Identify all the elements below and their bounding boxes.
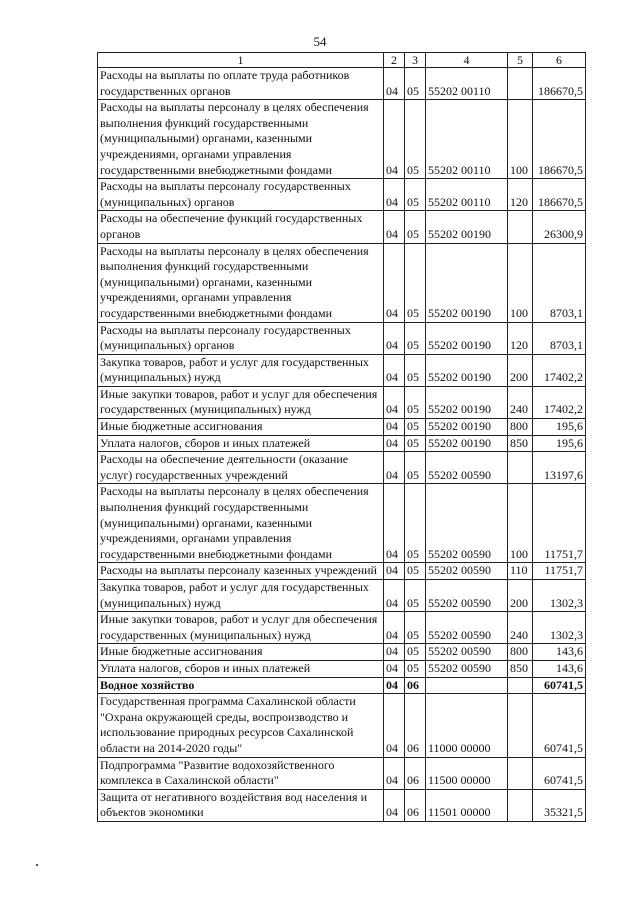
target-article-cell: 11500 00000 (426, 757, 508, 789)
section-code-cell: 04 (384, 580, 405, 612)
section-code-cell: 04 (384, 68, 405, 100)
column-header: 2 (384, 53, 405, 68)
target-article-cell: 55202 00590 (426, 452, 508, 484)
row-name-cell: Расходы на выплаты по оплате труда работников государственных органов (98, 68, 384, 100)
row-name-cell: Водное хозяйство (98, 677, 384, 694)
table-row (98, 452, 586, 484)
row-name-cell: Иные закупки товаров, работ и услуг для обеспечения государственных (муниципальных) нужд (98, 386, 384, 418)
expense-type-cell: 100 (508, 243, 533, 322)
expense-type-cell: 800 (508, 419, 533, 436)
table-row (98, 354, 586, 386)
subsection-code-cell: 05 (405, 243, 426, 322)
subsection-code-cell: 05 (405, 179, 426, 211)
table-row (98, 179, 586, 211)
expense-type-cell: 200 (508, 580, 533, 612)
row-name-cell: Государственная программа Сахалинской области "Охрана окружающей среды, воспроизводство и использование природных ресурсов Сахалинской области на 2014-2020 годы" (98, 694, 384, 757)
section-code-cell: 04 (384, 452, 405, 484)
amount-cell: 195,6 (533, 419, 586, 436)
table-row (98, 484, 586, 563)
row-name-cell: Иные бюджетные ассигнования (98, 644, 384, 661)
section-code-cell: 04 (384, 644, 405, 661)
expense-type-cell: 800 (508, 644, 533, 661)
subsection-code-cell: 05 (405, 580, 426, 612)
expense-type-cell (508, 68, 533, 100)
table-row (98, 580, 586, 612)
amount-cell: 8703,1 (533, 322, 586, 354)
subsection-code-cell: 06 (405, 694, 426, 757)
expense-type-cell: 200 (508, 354, 533, 386)
table-row (98, 211, 586, 243)
table-row (98, 660, 586, 677)
target-article-cell: 55202 00590 (426, 660, 508, 677)
subsection-code-cell: 05 (405, 386, 426, 418)
table-row (98, 612, 586, 644)
section-code-cell: 04 (384, 386, 405, 418)
target-article-cell: 55202 00190 (426, 211, 508, 243)
subsection-code-cell: 05 (405, 563, 426, 580)
amount-cell: 1302,3 (533, 580, 586, 612)
subsection-code-cell: 05 (405, 419, 426, 436)
amount-cell: 8703,1 (533, 243, 586, 322)
target-article-cell: 11501 00000 (426, 789, 508, 821)
section-code-cell: 04 (384, 677, 405, 694)
section-code-cell: 04 (384, 563, 405, 580)
row-name-cell: Закупка товаров, работ и услуг для государственных (муниципальных) нужд (98, 580, 384, 612)
amount-cell: 11751,7 (533, 563, 586, 580)
row-name-cell: Иные закупки товаров, работ и услуг для обеспечения государственных (муниципальных) нужд (98, 612, 384, 644)
table-row (98, 68, 586, 100)
section-code-cell: 04 (384, 243, 405, 322)
table-row (98, 243, 586, 322)
target-article-cell: 55202 00590 (426, 580, 508, 612)
section-code-cell: 04 (384, 789, 405, 821)
column-header: 1 (98, 53, 384, 68)
expense-type-cell: 120 (508, 322, 533, 354)
table-row (98, 386, 586, 418)
subsection-code-cell: 05 (405, 354, 426, 386)
subsection-code-cell: 06 (405, 757, 426, 789)
expense-type-cell (508, 452, 533, 484)
row-name-cell: Расходы на выплаты персоналу государственных (муниципальных) органов (98, 179, 384, 211)
row-name-cell: Расходы на выплаты персоналу в целях обеспечения выполнения функций государственными (муниципальными) органами, казенными учреждениями, органами управления государственными внебюджетными фондами (98, 484, 384, 563)
table-row (98, 789, 586, 821)
amount-cell: 186670,5 (533, 100, 586, 179)
section-code-cell: 04 (384, 660, 405, 677)
amount-cell: 195,6 (533, 435, 586, 452)
subsection-code-cell: 05 (405, 484, 426, 563)
table-row (98, 757, 586, 789)
expense-type-cell (508, 757, 533, 789)
table-row (98, 419, 586, 436)
section-code-cell: 04 (384, 100, 405, 179)
section-code-cell: 04 (384, 322, 405, 354)
target-article-cell: 55202 00590 (426, 612, 508, 644)
expense-type-cell (508, 211, 533, 243)
row-name-cell: Иные бюджетные ассигнования (98, 419, 384, 436)
expense-type-cell: 240 (508, 386, 533, 418)
table-row (98, 435, 586, 452)
scan-mark (36, 864, 38, 866)
amount-cell: 186670,5 (533, 179, 586, 211)
subsection-code-cell: 05 (405, 435, 426, 452)
row-name-cell: Расходы на обеспечение функций государственных органов (98, 211, 384, 243)
target-article-cell: 55202 00110 (426, 68, 508, 100)
section-code-cell: 04 (384, 179, 405, 211)
section-code-cell: 04 (384, 354, 405, 386)
column-header: 5 (508, 53, 533, 68)
row-name-cell: Расходы на выплаты персоналу в целях обеспечения выполнения функций государственными (муниципальными) органами, казенными учреждениями, органами управления государственными внебюджетными фондами (98, 243, 384, 322)
expense-type-cell (508, 677, 533, 694)
row-name-cell: Закупка товаров, работ и услуг для государственных (муниципальных) нужд (98, 354, 384, 386)
column-header: 6 (533, 53, 586, 68)
subsection-code-cell: 05 (405, 660, 426, 677)
row-name-cell: Защита от негативного воздействия вод населения и объектов экономики (98, 789, 384, 821)
target-article-cell: 11000 00000 (426, 694, 508, 757)
target-article-cell: 55202 00110 (426, 100, 508, 179)
amount-cell: 1302,3 (533, 612, 586, 644)
target-article-cell: 55202 00190 (426, 243, 508, 322)
budget-table (97, 52, 586, 822)
row-name-cell: Расходы на выплаты персоналу в целях обеспечения выполнения функций государственными (муниципальными) органами, казенными учреждениями, органами управления государственными внебюджетными фондами (98, 100, 384, 179)
section-code-cell: 04 (384, 612, 405, 644)
target-article-cell: 55202 00110 (426, 179, 508, 211)
section-code-cell: 04 (384, 694, 405, 757)
row-name-cell: Расходы на выплаты персоналу казенных учреждений (98, 563, 384, 580)
subsection-code-cell: 05 (405, 612, 426, 644)
column-header: 4 (426, 53, 508, 68)
table-row (98, 694, 586, 757)
expense-type-cell: 240 (508, 612, 533, 644)
target-article-cell: 55202 00590 (426, 563, 508, 580)
subsection-code-cell: 05 (405, 452, 426, 484)
target-article-cell: 55202 00190 (426, 435, 508, 452)
amount-cell: 143,6 (533, 660, 586, 677)
row-name-cell: Подпрограмма "Развитие водохозяйственного комплекса в Сахалинской области" (98, 757, 384, 789)
amount-cell: 17402,2 (533, 386, 586, 418)
expense-type-cell: 110 (508, 563, 533, 580)
amount-cell: 17402,2 (533, 354, 586, 386)
target-article-cell: 55202 00590 (426, 484, 508, 563)
amount-cell: 186670,5 (533, 68, 586, 100)
target-article-cell: 55202 00590 (426, 644, 508, 661)
section-code-cell: 04 (384, 211, 405, 243)
amount-cell: 60741,5 (533, 757, 586, 789)
section-code-cell: 04 (384, 757, 405, 789)
section-code-cell: 04 (384, 435, 405, 452)
subsection-code-cell: 05 (405, 68, 426, 100)
target-article-cell: 55202 00190 (426, 386, 508, 418)
section-code-cell: 04 (384, 484, 405, 563)
table-row (98, 100, 586, 179)
expense-type-cell (508, 694, 533, 757)
amount-cell: 60741,5 (533, 677, 586, 694)
row-name-cell: Расходы на выплаты персоналу государственных (муниципальных) органов (98, 322, 384, 354)
table-row (98, 322, 586, 354)
row-name-cell: Расходы на обеспечение деятельности (оказание услуг) государственных учреждений (98, 452, 384, 484)
column-header: 3 (405, 53, 426, 68)
expense-type-cell: 100 (508, 100, 533, 179)
amount-cell: 143,6 (533, 644, 586, 661)
expense-type-cell: 120 (508, 179, 533, 211)
expense-type-cell: 850 (508, 660, 533, 677)
subsection-code-cell: 06 (405, 789, 426, 821)
table-row (98, 677, 586, 694)
expense-type-cell: 100 (508, 484, 533, 563)
subsection-code-cell: 05 (405, 644, 426, 661)
table-row (98, 644, 586, 661)
row-name-cell: Уплата налогов, сборов и иных платежей (98, 435, 384, 452)
amount-cell: 60741,5 (533, 694, 586, 757)
header-row (98, 53, 586, 68)
page-number: 54 (313, 34, 327, 49)
target-article-cell: 55202 00190 (426, 419, 508, 436)
row-name-cell: Уплата налогов, сборов и иных платежей (98, 660, 384, 677)
target-article-cell: 55202 00190 (426, 322, 508, 354)
expense-type-cell: 850 (508, 435, 533, 452)
table-row (98, 563, 586, 580)
subsection-code-cell: 05 (405, 211, 426, 243)
subsection-code-cell: 05 (405, 100, 426, 179)
amount-cell: 26300,9 (533, 211, 586, 243)
amount-cell: 35321,5 (533, 789, 586, 821)
amount-cell: 11751,7 (533, 484, 586, 563)
target-article-cell: 55202 00190 (426, 354, 508, 386)
expense-type-cell (508, 789, 533, 821)
target-article-cell (426, 677, 508, 694)
section-code-cell: 04 (384, 419, 405, 436)
amount-cell: 13197,6 (533, 452, 586, 484)
subsection-code-cell: 06 (405, 677, 426, 694)
subsection-code-cell: 05 (405, 322, 426, 354)
